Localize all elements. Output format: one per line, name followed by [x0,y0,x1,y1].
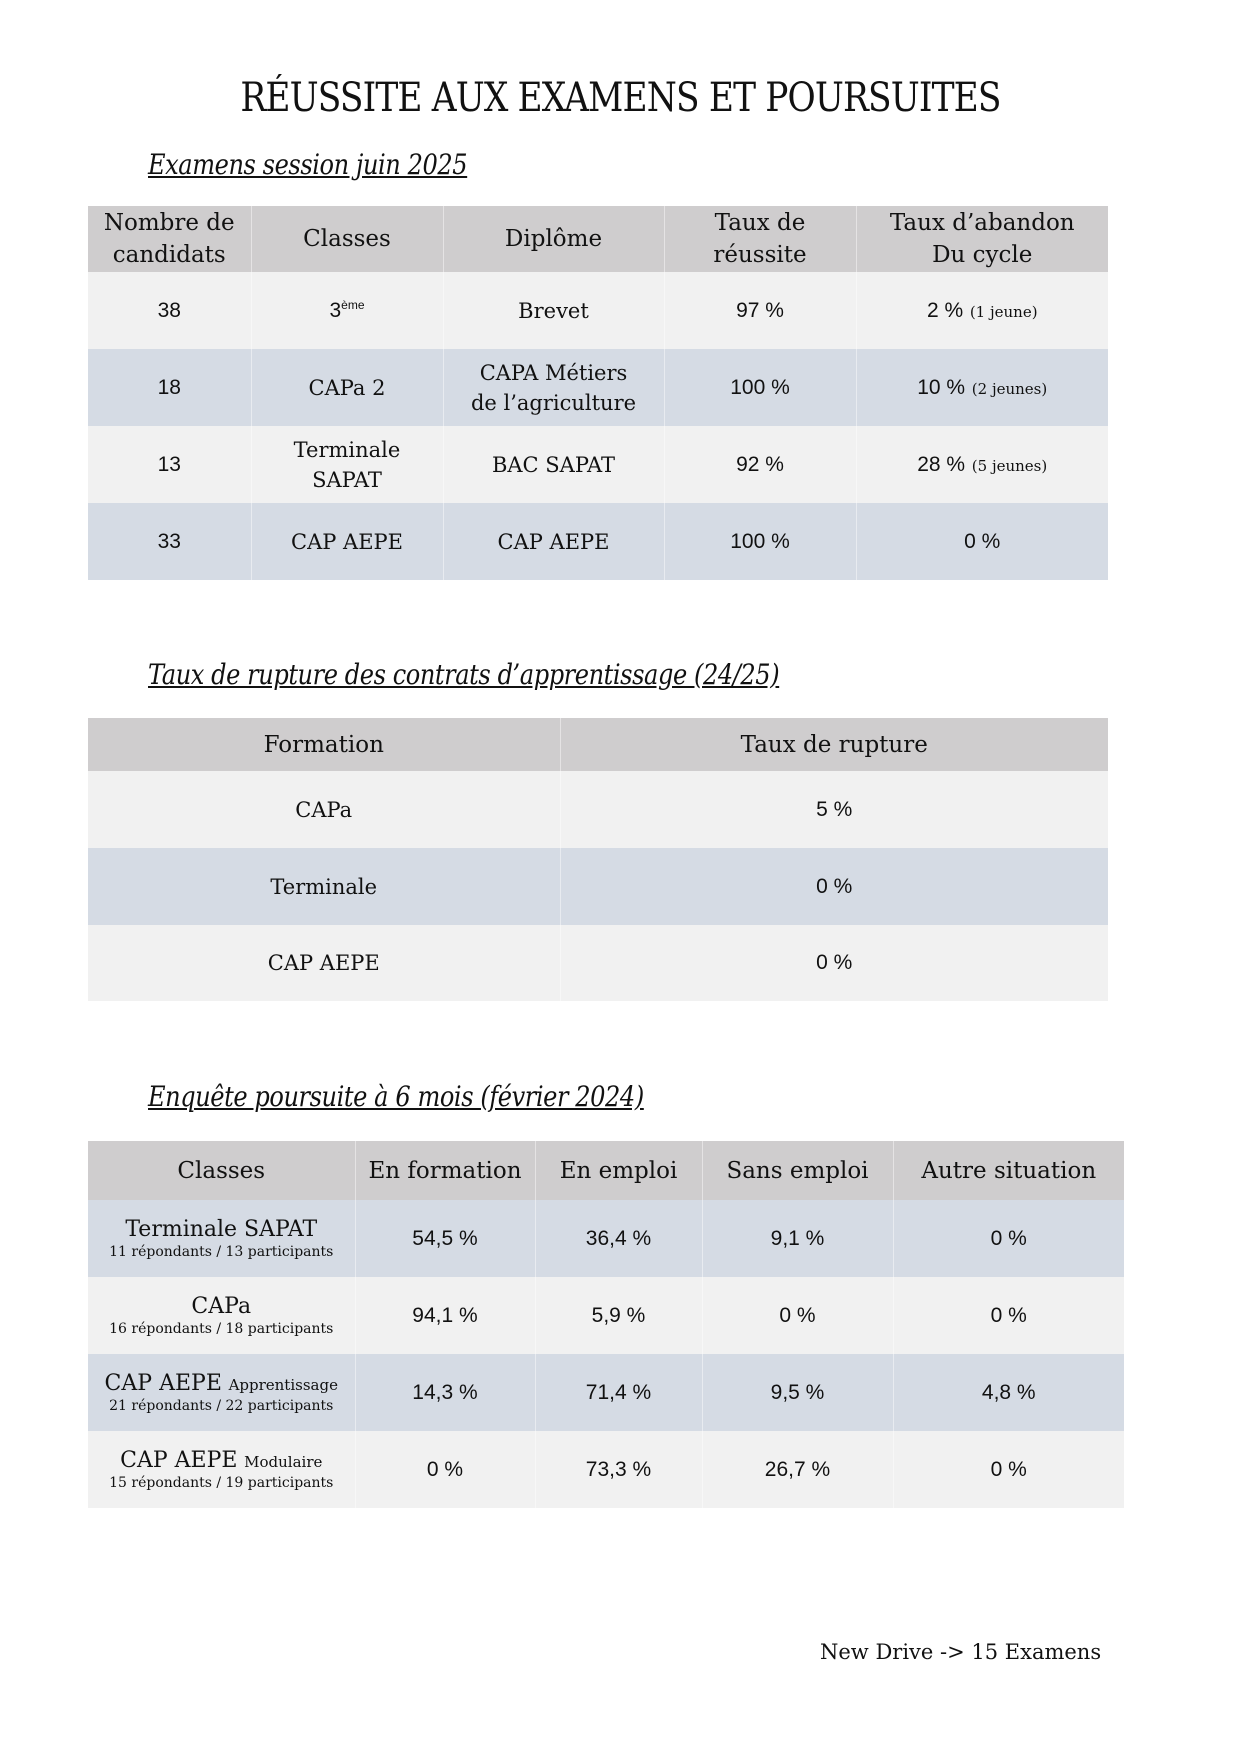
ruptures-header-row [88,718,1108,771]
exams-table [88,206,1108,580]
cell-en-emploi: 36,4 % [535,1200,702,1277]
abandon-value: 0 % [964,530,1001,553]
cell-diplome [443,349,664,426]
enquete-heading: Enquête poursuite à 6 mois (février 2024) [148,1080,644,1113]
table-row [88,1431,1124,1508]
cell-reussite: 92 % [664,426,856,503]
table-row [88,426,1108,503]
classe-text: 3 [329,299,342,322]
cell-abandon [856,272,1108,349]
classe-superscript: ème [341,298,365,312]
cell-classe [88,1277,355,1354]
cell-reussite: 100 % [664,503,856,580]
cell-reussite: 100 % [664,349,856,426]
cell-candidats: 13 [88,426,251,503]
abandon-note: (2 jeunes) [971,380,1048,398]
col-header-en-formation: En formation [355,1141,535,1200]
cell-classe [251,426,443,503]
enquete-header-row [88,1141,1124,1200]
cell-autre: 0 % [893,1431,1124,1508]
table-row [88,1277,1124,1354]
table-row [88,848,1108,925]
cell-sans-emploi: 9,5 % [702,1354,893,1431]
cell-abandon [856,426,1108,503]
col-header-sans-emploi: Sans emploi [702,1141,893,1200]
cell-candidats: 18 [88,349,251,426]
classe-suffix: Modulaire [244,1452,323,1471]
exams-heading: Examens session juin 2025 [148,148,468,181]
cell-autre: 4,8 % [893,1354,1124,1431]
respondents-count: 16 répondants / 18 participants [109,1320,334,1337]
classe-name: Terminale SAPAT [125,1216,318,1242]
classe-line: SAPAT [312,467,382,492]
cell-classe [88,1431,355,1508]
respondents-count: 15 répondants / 19 participants [109,1474,334,1491]
abandon-note: (1 jeune) [969,303,1038,321]
table-row [88,1200,1124,1277]
col-header-en-emploi: En emploi [535,1141,702,1200]
cell-diplome: Brevet [443,272,664,349]
table-row [88,925,1108,1001]
col-header-diplome: Diplôme [443,206,664,272]
diplome-line: CAPA Métiers [479,360,628,385]
cell-en-formation: 54,5 % [355,1200,535,1277]
header-line: Taux d’abandon [889,210,1075,236]
col-header-classes: Classes [251,206,443,272]
header-line: réussite [713,242,807,268]
col-header-reussite [664,206,856,272]
ruptures-heading: Taux de rupture des contrats d’apprentissage (24/25) [148,658,780,691]
header-line: candidats [112,242,226,268]
cell-autre: 0 % [893,1200,1124,1277]
cell-en-emploi: 71,4 % [535,1354,702,1431]
classe-name: CAP AEPE [120,1447,238,1473]
col-header-formation: Formation [88,718,560,771]
classe-suffix: Apprentissage [228,1375,338,1394]
header-line: Du cycle [932,242,1033,268]
col-header-candidats [88,206,251,272]
cell-classe [251,272,443,349]
table-row [88,272,1108,349]
cell-taux: 5 % [560,771,1108,848]
cell-autre: 0 % [893,1277,1124,1354]
table-row [88,771,1108,848]
header-line: Nombre de [103,210,235,236]
cell-sans-emploi: 9,1 % [702,1200,893,1277]
col-header-classes: Classes [88,1141,355,1200]
cell-classe [88,1354,355,1431]
cell-en-emploi: 73,3 % [535,1431,702,1508]
footer-note: New Drive -> 15 Examens [820,1640,1102,1664]
cell-en-formation: 0 % [355,1431,535,1508]
exams-header-row [88,206,1108,272]
cell-classe: CAP AEPE [251,503,443,580]
cell-en-formation: 14,3 % [355,1354,535,1431]
cell-formation: Terminale [88,848,560,925]
cell-en-formation: 94,1 % [355,1277,535,1354]
cell-formation: CAP AEPE [88,925,560,1001]
abandon-value: 10 % [917,376,966,399]
abandon-value: 2 % [926,299,964,322]
diplome-line: de l’agriculture [470,390,637,415]
abandon-value: 28 % [917,453,966,476]
classe-name: CAPa [191,1293,252,1319]
cell-sans-emploi: 0 % [702,1277,893,1354]
table-row [88,1354,1124,1431]
respondents-count: 11 répondants / 13 participants [109,1243,334,1260]
col-header-abandon [856,206,1108,272]
cell-diplome: CAP AEPE [443,503,664,580]
cell-candidats: 38 [88,272,251,349]
page-title: RÉUSSITE AUX EXAMENS ET POURSUITES [240,74,1001,121]
classe-line: Terminale [293,437,401,462]
cell-sans-emploi: 26,7 % [702,1431,893,1508]
cell-formation: CAPa [88,771,560,848]
respondents-count: 21 répondants / 22 participants [109,1397,334,1414]
classe-name: CAP AEPE [104,1370,222,1396]
cell-candidats: 33 [88,503,251,580]
cell-diplome: BAC SAPAT [443,426,664,503]
cell-classe [88,1200,355,1277]
col-header-taux-rupture: Taux de rupture [560,718,1108,771]
header-line: Taux de [714,210,806,236]
cell-en-emploi: 5,9 % [535,1277,702,1354]
col-header-autre: Autre situation [893,1141,1124,1200]
cell-taux: 0 % [560,848,1108,925]
cell-taux: 0 % [560,925,1108,1001]
enquete-table [88,1141,1124,1508]
table-row [88,503,1108,580]
cell-reussite: 97 % [664,272,856,349]
ruptures-table [88,718,1108,1001]
table-row [88,349,1108,426]
cell-abandon [856,503,1108,580]
cell-abandon [856,349,1108,426]
abandon-note: (5 jeunes) [971,457,1048,475]
cell-classe: CAPa 2 [251,349,443,426]
